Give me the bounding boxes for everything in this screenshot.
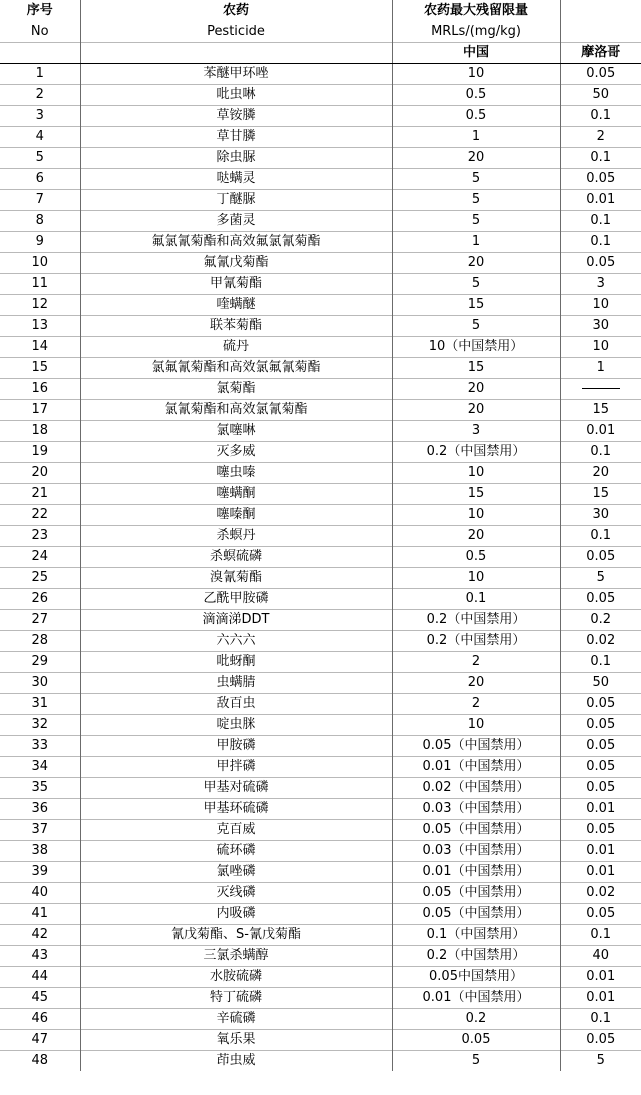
row-number: 6 [0, 169, 80, 190]
china-mrl: 10 [392, 715, 560, 736]
table-row [0, 673, 641, 694]
pesticide-name: 虫螨腈 [80, 673, 392, 694]
china-mrl: 0.2（中国禁用） [392, 946, 560, 967]
morocco-mrl [560, 379, 641, 400]
row-number: 13 [0, 316, 80, 337]
row-number: 1 [0, 64, 80, 85]
morocco-mrl: 10 [560, 295, 641, 316]
morocco-mrl: 0.1 [560, 442, 641, 463]
row-number: 47 [0, 1030, 80, 1051]
table-row [0, 505, 641, 526]
pesticide-name: 杀螟丹 [80, 526, 392, 547]
table-row [0, 589, 641, 610]
header-mrl-cn: 农药最大残留限量 [392, 0, 560, 21]
china-mrl: 1 [392, 127, 560, 148]
morocco-mrl: 5 [560, 568, 641, 589]
morocco-mrl: 0.01 [560, 841, 641, 862]
pesticide-name: 杀螟硫磷 [80, 547, 392, 568]
row-number: 26 [0, 589, 80, 610]
row-number: 44 [0, 967, 80, 988]
row-number: 39 [0, 862, 80, 883]
row-number: 37 [0, 820, 80, 841]
table-row [0, 778, 641, 799]
pesticide-name: 灭线磷 [80, 883, 392, 904]
pesticide-name: 甲胺磷 [80, 736, 392, 757]
table-row [0, 442, 641, 463]
pesticide-name: 联苯菊酯 [80, 316, 392, 337]
china-mrl: 0.01（中国禁用） [392, 757, 560, 778]
morocco-mrl: 0.1 [560, 652, 641, 673]
table-row [0, 736, 641, 757]
morocco-mrl: 0.05 [560, 757, 641, 778]
header-empty-cell [560, 21, 641, 43]
pesticide-name: 除虫脲 [80, 148, 392, 169]
pesticide-name: 溴氰菊酯 [80, 568, 392, 589]
china-mrl: 5 [392, 1051, 560, 1072]
row-number: 21 [0, 484, 80, 505]
pesticide-name: 氟氰戊菊酯 [80, 253, 392, 274]
header-china: 中国 [392, 43, 560, 64]
pesticide-name: 氯噻啉 [80, 421, 392, 442]
pesticide-name: 哒螨灵 [80, 169, 392, 190]
china-mrl: 0.05（中国禁用） [392, 883, 560, 904]
table-row [0, 652, 641, 673]
china-mrl: 15 [392, 484, 560, 505]
row-number: 18 [0, 421, 80, 442]
pesticide-name: 硫丹 [80, 337, 392, 358]
table-row [0, 211, 641, 232]
table-row [0, 610, 641, 631]
table-row [0, 946, 641, 967]
morocco-mrl: 2 [560, 127, 641, 148]
table-row [0, 820, 641, 841]
china-mrl: 0.03（中国禁用） [392, 841, 560, 862]
morocco-mrl: 0.05 [560, 820, 641, 841]
table-row [0, 568, 641, 589]
pesticide-name: 氯氰菊酯和高效氯氰菊酯 [80, 400, 392, 421]
table-row [0, 379, 641, 400]
china-mrl: 3 [392, 421, 560, 442]
pesticide-name: 茚虫威 [80, 1051, 392, 1072]
morocco-mrl: 0.05 [560, 1030, 641, 1051]
china-mrl: 20 [392, 526, 560, 547]
table-row [0, 715, 641, 736]
row-number: 24 [0, 547, 80, 568]
morocco-mrl: 20 [560, 463, 641, 484]
morocco-mrl: 0.1 [560, 925, 641, 946]
morocco-mrl: 0.1 [560, 106, 641, 127]
pesticide-name: 水胺硫磷 [80, 967, 392, 988]
pesticide-name: 甲拌磷 [80, 757, 392, 778]
row-number: 16 [0, 379, 80, 400]
pesticide-name: 乙酰甲胺磷 [80, 589, 392, 610]
row-number: 38 [0, 841, 80, 862]
row-number: 11 [0, 274, 80, 295]
table-row [0, 358, 641, 379]
morocco-mrl: 50 [560, 673, 641, 694]
table-row [0, 1009, 641, 1030]
row-number: 3 [0, 106, 80, 127]
morocco-mrl: 0.01 [560, 799, 641, 820]
china-mrl: 0.5 [392, 85, 560, 106]
china-mrl: 20 [392, 400, 560, 421]
morocco-mrl: 30 [560, 316, 641, 337]
pesticide-name: 氟氯氰菊酯和高效氟氯氰菊酯 [80, 232, 392, 253]
china-mrl: 20 [392, 148, 560, 169]
china-mrl: 0.01（中国禁用） [392, 988, 560, 1009]
table-row [0, 169, 641, 190]
row-number: 42 [0, 925, 80, 946]
morocco-mrl: 0.01 [560, 862, 641, 883]
row-number: 25 [0, 568, 80, 589]
pesticide-name: 内吸磷 [80, 904, 392, 925]
morocco-mrl: 30 [560, 505, 641, 526]
pesticide-name: 甲基环硫磷 [80, 799, 392, 820]
header-pesticide-en: Pesticide [80, 21, 392, 43]
table-row [0, 127, 641, 148]
empty-value-dash [582, 388, 620, 389]
morocco-mrl: 0.05 [560, 253, 641, 274]
morocco-mrl: 0.1 [560, 232, 641, 253]
header-row-3 [0, 43, 641, 64]
pesticide-name: 三氯杀螨醇 [80, 946, 392, 967]
table-body [0, 64, 641, 1072]
row-number: 17 [0, 400, 80, 421]
china-mrl: 0.05（中国禁用） [392, 904, 560, 925]
china-mrl: 0.05中国禁用） [392, 967, 560, 988]
header-empty-cell [560, 0, 641, 21]
row-number: 33 [0, 736, 80, 757]
table-row [0, 883, 641, 904]
table-row [0, 631, 641, 652]
table-row [0, 421, 641, 442]
row-number: 43 [0, 946, 80, 967]
china-mrl: 2 [392, 694, 560, 715]
pesticide-name: 丁醚脲 [80, 190, 392, 211]
header-mrl-en: MRLs/(mg/kg) [392, 21, 560, 43]
row-number: 48 [0, 1051, 80, 1072]
china-mrl: 10（中国禁用） [392, 337, 560, 358]
pesticide-name: 氰戊菊酯、S-氰戊菊酯 [80, 925, 392, 946]
morocco-mrl: 50 [560, 85, 641, 106]
china-mrl: 0.2（中国禁用） [392, 631, 560, 652]
pesticide-name: 特丁硫磷 [80, 988, 392, 1009]
pesticide-name: 草甘膦 [80, 127, 392, 148]
row-number: 40 [0, 883, 80, 904]
row-number: 15 [0, 358, 80, 379]
row-number: 10 [0, 253, 80, 274]
header-empty-cell [80, 43, 392, 64]
china-mrl: 5 [392, 274, 560, 295]
table-row [0, 841, 641, 862]
morocco-mrl: 0.05 [560, 904, 641, 925]
row-number: 2 [0, 85, 80, 106]
row-number: 27 [0, 610, 80, 631]
china-mrl: 0.5 [392, 106, 560, 127]
pesticide-name: 喹螨醚 [80, 295, 392, 316]
pesticide-name: 辛硫磷 [80, 1009, 392, 1030]
table-row [0, 106, 641, 127]
header-row-2 [0, 21, 641, 43]
table-row [0, 64, 641, 85]
morocco-mrl: 0.02 [560, 631, 641, 652]
pesticide-name: 氯菊酯 [80, 379, 392, 400]
pesticide-name: 氯氟氰菊酯和高效氯氟氰菊酯 [80, 358, 392, 379]
china-mrl: 0.2（中国禁用） [392, 610, 560, 631]
table-row [0, 463, 641, 484]
pesticide-name: 敌百虫 [80, 694, 392, 715]
row-number: 28 [0, 631, 80, 652]
row-number: 8 [0, 211, 80, 232]
table-row [0, 526, 641, 547]
china-mrl: 0.05（中国禁用） [392, 736, 560, 757]
morocco-mrl: 0.01 [560, 967, 641, 988]
morocco-mrl: 15 [560, 484, 641, 505]
row-number: 14 [0, 337, 80, 358]
pesticide-name: 氧乐果 [80, 1030, 392, 1051]
row-number: 7 [0, 190, 80, 211]
morocco-mrl: 0.1 [560, 148, 641, 169]
row-number: 9 [0, 232, 80, 253]
china-mrl: 10 [392, 568, 560, 589]
pesticide-name: 六六六 [80, 631, 392, 652]
china-mrl: 0.5 [392, 547, 560, 568]
header-no-en: No [30, 23, 49, 39]
table-row [0, 274, 641, 295]
morocco-mrl: 0.05 [560, 64, 641, 85]
pesticide-name: 克百威 [80, 820, 392, 841]
morocco-mrl: 3 [560, 274, 641, 295]
pesticide-name: 灭多威 [80, 442, 392, 463]
china-mrl: 5 [392, 169, 560, 190]
china-mrl: 0.1 [392, 589, 560, 610]
row-number: 5 [0, 148, 80, 169]
table-row [0, 484, 641, 505]
morocco-mrl: 0.02 [560, 883, 641, 904]
morocco-mrl: 0.05 [560, 694, 641, 715]
table-row [0, 85, 641, 106]
china-mrl: 15 [392, 295, 560, 316]
morocco-mrl: 0.01 [560, 421, 641, 442]
header-morocco: 摩洛哥 [560, 43, 641, 64]
pesticide-name: 滴滴涕DDT [80, 610, 392, 631]
row-number: 45 [0, 988, 80, 1009]
table-row [0, 1051, 641, 1072]
morocco-mrl: 0.01 [560, 190, 641, 211]
china-mrl: 10 [392, 505, 560, 526]
china-mrl: 5 [392, 190, 560, 211]
table-row [0, 904, 641, 925]
row-number: 22 [0, 505, 80, 526]
china-mrl: 0.05（中国禁用） [392, 820, 560, 841]
table-row [0, 1030, 641, 1051]
morocco-mrl: 5 [560, 1051, 641, 1072]
china-mrl: 20 [392, 673, 560, 694]
china-mrl: 10 [392, 64, 560, 85]
china-mrl: 0.2 [392, 1009, 560, 1030]
table-row [0, 190, 641, 211]
header-empty-cell [0, 43, 80, 64]
table-row [0, 337, 641, 358]
morocco-mrl: 0.1 [560, 526, 641, 547]
china-mrl: 5 [392, 316, 560, 337]
header-no-cn: 序号 [26, 2, 53, 18]
morocco-mrl: 0.05 [560, 169, 641, 190]
table-row [0, 148, 641, 169]
table-row [0, 295, 641, 316]
pesticide-name: 噻螨酮 [80, 484, 392, 505]
row-number: 41 [0, 904, 80, 925]
pesticide-name: 硫环磷 [80, 841, 392, 862]
pesticide-name: 甲基对硫磷 [80, 778, 392, 799]
morocco-mrl: 40 [560, 946, 641, 967]
morocco-mrl: 0.1 [560, 211, 641, 232]
china-mrl: 0.02（中国禁用） [392, 778, 560, 799]
header-pesticide-cn: 农药 [80, 0, 392, 21]
morocco-mrl: 10 [560, 337, 641, 358]
table-row [0, 316, 641, 337]
pesticide-name: 噻嗪酮 [80, 505, 392, 526]
row-number: 30 [0, 673, 80, 694]
table-row [0, 757, 641, 778]
table-row [0, 547, 641, 568]
morocco-mrl: 0.05 [560, 547, 641, 568]
pesticide-name: 吡蚜酮 [80, 652, 392, 673]
china-mrl: 1 [392, 232, 560, 253]
table-row [0, 253, 641, 274]
table-row [0, 862, 641, 883]
morocco-mrl: 0.05 [560, 778, 641, 799]
table-row [0, 694, 641, 715]
row-number: 19 [0, 442, 80, 463]
table-row [0, 400, 641, 421]
table-row [0, 988, 641, 1009]
table-row [0, 925, 641, 946]
morocco-mrl: 0.05 [560, 715, 641, 736]
table-row [0, 799, 641, 820]
pesticide-name: 草铵膦 [80, 106, 392, 127]
china-mrl: 0.01（中国禁用） [392, 862, 560, 883]
row-number: 34 [0, 757, 80, 778]
pesticide-name: 苯醚甲环唑 [80, 64, 392, 85]
china-mrl: 0.1（中国禁用） [392, 925, 560, 946]
table-row [0, 967, 641, 988]
china-mrl: 5 [392, 211, 560, 232]
china-mrl: 20 [392, 379, 560, 400]
pesticide-name: 吡虫啉 [80, 85, 392, 106]
pesticide-name: 多菌灵 [80, 211, 392, 232]
morocco-mrl: 1 [560, 358, 641, 379]
pesticide-name: 啶虫脒 [80, 715, 392, 736]
china-mrl: 0.05 [392, 1030, 560, 1051]
morocco-mrl: 0.05 [560, 589, 641, 610]
row-number: 46 [0, 1009, 80, 1030]
row-number: 12 [0, 295, 80, 316]
china-mrl: 20 [392, 253, 560, 274]
row-number: 36 [0, 799, 80, 820]
row-number: 4 [0, 127, 80, 148]
row-number: 32 [0, 715, 80, 736]
china-mrl: 0.2（中国禁用） [392, 442, 560, 463]
china-mrl: 2 [392, 652, 560, 673]
row-number: 35 [0, 778, 80, 799]
morocco-mrl: 15 [560, 400, 641, 421]
morocco-mrl: 0.2 [560, 610, 641, 631]
header-row-1 [0, 0, 641, 21]
table-row [0, 232, 641, 253]
row-number: 23 [0, 526, 80, 547]
row-number: 29 [0, 652, 80, 673]
pesticide-name: 噻虫嗪 [80, 463, 392, 484]
pesticide-name: 甲氰菊酯 [80, 274, 392, 295]
row-number: 31 [0, 694, 80, 715]
row-number: 20 [0, 463, 80, 484]
morocco-mrl: 0.01 [560, 988, 641, 1009]
pesticide-name: 氯唑磷 [80, 862, 392, 883]
morocco-mrl: 0.1 [560, 1009, 641, 1030]
china-mrl: 15 [392, 358, 560, 379]
morocco-mrl: 0.05 [560, 736, 641, 757]
china-mrl: 0.03（中国禁用） [392, 799, 560, 820]
china-mrl: 10 [392, 463, 560, 484]
